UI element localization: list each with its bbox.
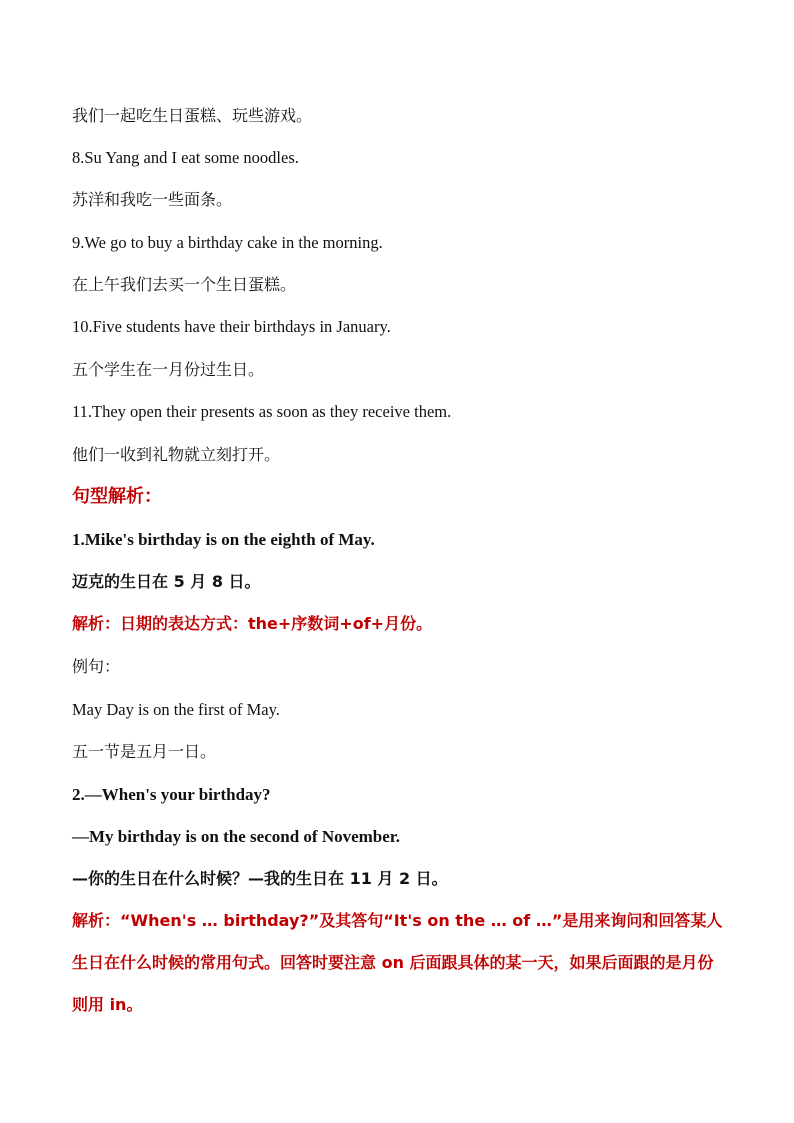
pattern-2-answer: —My birthday is on the second of November. [72, 827, 401, 846]
pattern-2-analysis: 解析：“When's … birthday?”及其答句“It's on the … of …”是用来询问和回答某人生日在什么时候的常用句式。回答时要注意 on 后面跟具体的某一天，如果后面跟的是月份则用 in。 [72, 911, 723, 1014]
translation-line-9: 在上午我们去买一个生日蛋糕。 [72, 275, 297, 294]
sentence-8: 8.Su Yang and I eat some noodles. [72, 148, 299, 167]
sentence-10: 10.Five students have their birthdays in January. [72, 317, 391, 336]
pattern-1-translation: 迈克的生日在 5 月 8 日。 [72, 572, 261, 591]
pattern-2-question: 2.—When's your birthday? [72, 785, 271, 804]
translation-line-8: 苏洋和我吃一些面条。 [72, 190, 233, 209]
pattern-2-translation: —你的生日在什么时候？—我的生日在 11 月 2 日。 [72, 869, 448, 888]
sentence-9: 9.We go to buy a birthday cake in the morning. [72, 233, 383, 252]
translation-line-7: 我们一起吃生日蛋糕、玩些游戏。 [72, 106, 313, 125]
translation-line-11: 他们一收到礼物就立刻打开。 [72, 445, 281, 464]
pattern-1-analysis: 解析：日期的表达方式：the+序数词+of+月份。 [72, 614, 433, 633]
example-label: 例句： [72, 657, 121, 676]
example-translation: 五一节是五月一日。 [72, 742, 217, 761]
pattern-1-sentence: 1.Mike's birthday is on the eighth of May. [72, 530, 375, 549]
example-sentence: May Day is on the first of May. [72, 700, 280, 719]
section-heading: 句型解析： [72, 486, 162, 507]
sentence-11: 11.They open their presents as soon as they receive them. [72, 402, 452, 421]
translation-line-10: 五个学生在一月份过生日。 [72, 360, 265, 379]
